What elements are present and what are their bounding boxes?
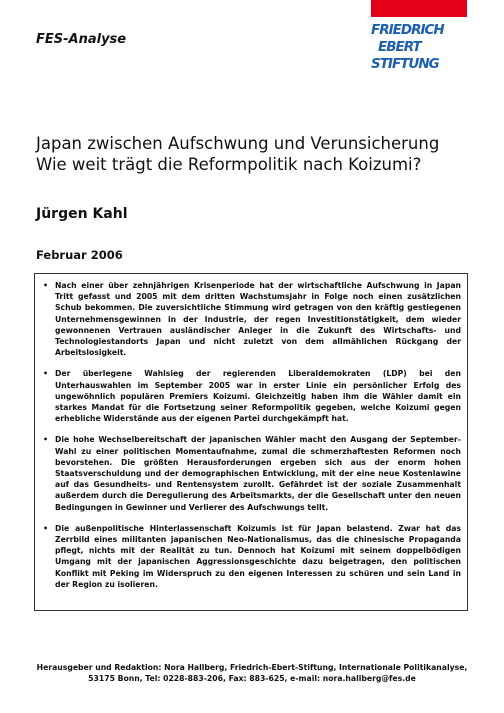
title-line-2: Wie weit trägt die Reformpolitik nach Koizumi? <box>36 155 422 174</box>
fes-logo <box>371 0 467 76</box>
author: Jürgen Kahl <box>36 206 128 222</box>
bullet-icon: • <box>43 523 49 533</box>
bullet-icon: • <box>43 281 49 290</box>
footer-line-1: Herausgeber und Redaktion: Nora Hallberg, Friedrich-Ebert-Stiftung, Internationale Politikanalyse, <box>36 663 468 672</box>
summary-text: Der überlegene Wahlsieg der regierenden Liberaldemokraten (LDP) bei den Unterhauswahlen im September 2005 war in erster Linie ein persönlicher Erfolg des ungewöhnlich populären Premiers Koizumi. Gleichzeitig haben ihm die Wähler damit ein starkes Mandat für die Fortsetzung seiner Reformpolitik gegeben, welche Koizumi gegen erhebliche Widerstände aus der eigenen Partei durchgekämpft hat. <box>55 369 461 424</box>
summary-item <box>43 368 461 424</box>
summary-item <box>43 280 461 358</box>
summary-text: Die hohe Wechselbereitschaft der japanischen Wähler macht den Ausgang der September-Wahl zu einer politischen Momentaufnahme, zumal die schmerzhaftesten Reformen noch bevorstehen. Die größten Herausforderungen ergeben sich aus der enorm hohen Staatsverschuldung und der demographischen Entwicklung, mit der eine neue Kostenlawine auf das Gesundheits- und Rentensystem zurollt. Gefährdet ist der soziale Zusammenhalt außerdem durch die Deregulierung des Arbeitsmarkts, der die Gesellschaft unter den neuen Bedingungen in Gewinner und Verlierer des Aufschwungs teilt. <box>55 435 461 512</box>
logo-line-2: EBERT <box>378 39 421 55</box>
title-line-1: Japan zwischen Aufschwung und Verunsicherung <box>36 134 440 153</box>
summary-text: Nach einer über zehnjährigen Krisenperiode hat der wirtschaftliche Aufschwung in Japan Tritt gefasst und 2005 mit dem dritten Wachstumsjahr in Folge noch einen zusätzlichen Schub bekommen. Die zuversichtliche Stimmung wird getragen von den kräftig gestiegenen Unternehmensgewinnen in der Industrie, der regen Investitionstätigkeit, dem wieder gewonnenen Vertrauen ausländischer Anleger in die Zukunft des Wirtschafts- und Technologiestandorts Japan und nicht zuletzt von dem allmählichen Rückgang der Arbeitslosigkeit. <box>55 281 461 358</box>
imprint-footer <box>0 662 504 684</box>
series-label: FES-Analyse <box>36 32 127 47</box>
publication-date: Februar 2006 <box>36 248 123 262</box>
logo-line-3: STIFTUNG <box>371 56 439 72</box>
summary-box <box>34 273 468 611</box>
summary-text: Die außenpolitische Hinterlassenschaft Koizumis ist für Japan belastend. Zwar hat das Zerrbild eines militanten japanischen Neo-Nationalismus, das die chinesische Propaganda pflegt, nichts mit der Realität zu tun. Dennoch hat Koizumi mit seinem doppelbödigen Umgang mit der japanischen Aggressionsgeschichte dazu beigetragen, den politischen Konflikt mit Peking im Widerspruch zu den eigenen Interessen zu schüren und sein Land in der Region zu isolieren. <box>55 523 461 589</box>
bullet-icon: • <box>43 369 49 379</box>
summary-item <box>43 434 461 512</box>
footer-line-2: 53175 Bonn, Tel: 0228-883-206, Fax: 883-625, e-mail: nora.hallberg@fes.de <box>88 674 416 683</box>
summary-item <box>43 523 461 590</box>
logo-line-1: FRIEDRICH <box>371 22 444 38</box>
logo-red-bar <box>371 0 467 17</box>
bullet-icon: • <box>43 435 49 445</box>
document-title <box>36 133 476 175</box>
